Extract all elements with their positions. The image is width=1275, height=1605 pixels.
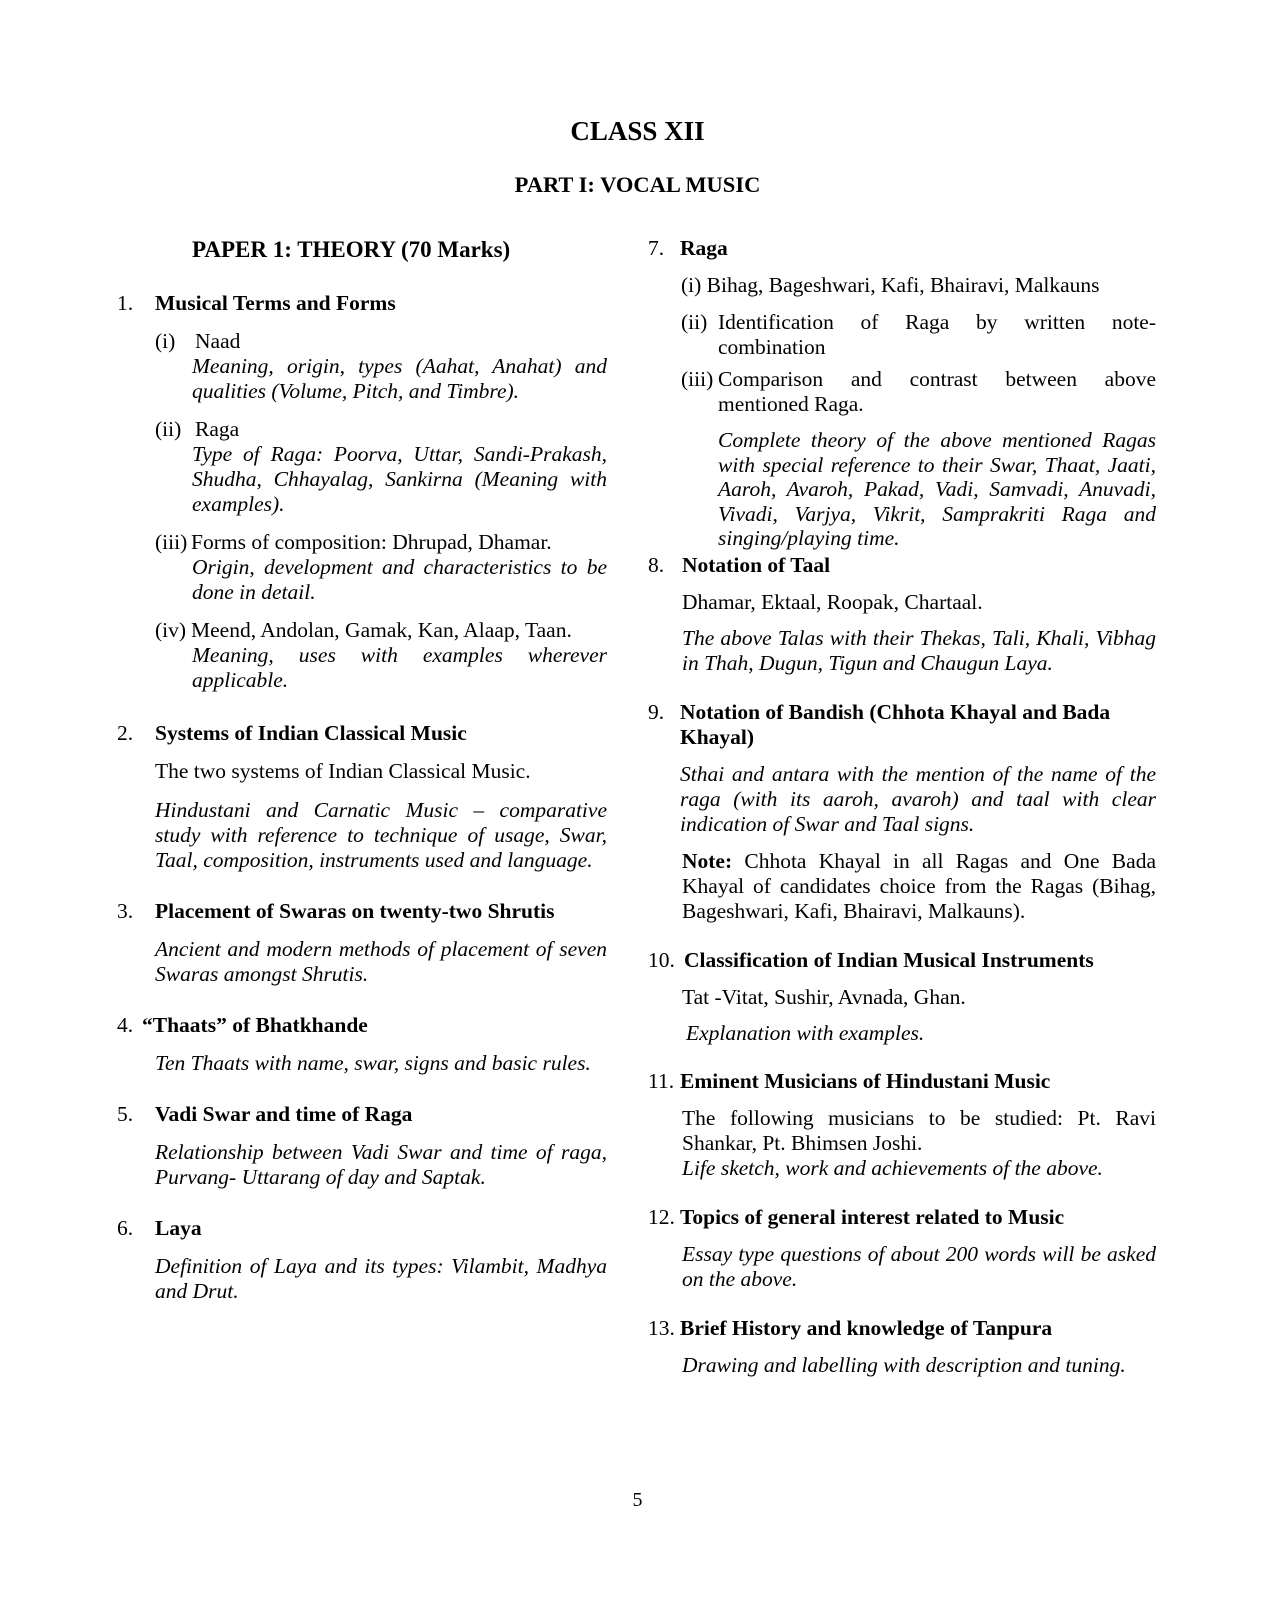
section-title: Placement of Swaras on twenty-two Shrutis bbox=[155, 899, 555, 923]
section-description: Drawing and labelling with description and tuning. bbox=[682, 1352, 1126, 1377]
section-description: Explanation with examples. bbox=[686, 1020, 925, 1045]
section-description: Definition of Laya and its types: Vilambit, Madhya and Drut. bbox=[155, 1254, 607, 1303]
section-title: Musical Terms and Forms bbox=[155, 291, 396, 315]
part-title: PART I: VOCAL MUSIC bbox=[514, 172, 761, 197]
section-number: 7. bbox=[648, 236, 665, 260]
section-number: 4. bbox=[117, 1013, 134, 1037]
note-label: Note: bbox=[682, 848, 733, 873]
section-title: Notation of Taal bbox=[682, 552, 831, 577]
section-title: Vadi Swar and time of Raga bbox=[155, 1102, 413, 1126]
section-number: 9. bbox=[648, 699, 665, 724]
subitem-number: (ii) bbox=[681, 310, 708, 334]
left-column bbox=[117, 236, 607, 1304]
section-description: Ancient and modern methods of placement of seven Swaras amongst Shrutis. bbox=[155, 937, 607, 986]
section-title: Eminent Musicians of Hindustani Music bbox=[680, 1068, 1051, 1093]
subitem-label: Meend, Andolan, Gamak, Kan, Alaap, Taan. bbox=[191, 618, 572, 642]
section-title: Topics of general interest related to Music bbox=[680, 1204, 1065, 1229]
section-note bbox=[682, 849, 1156, 924]
section-1 bbox=[117, 291, 607, 693]
subitem-label: Raga bbox=[195, 417, 240, 441]
section-13 bbox=[648, 1316, 1156, 1378]
subitem-number: (ii) bbox=[155, 417, 182, 441]
section-description: Ten Thaats with name, swar, signs and basic rules. bbox=[155, 1051, 591, 1075]
section-number: 12. bbox=[648, 1204, 675, 1229]
section-3 bbox=[117, 899, 607, 987]
subitem-naad bbox=[155, 329, 607, 354]
section-number: 13. bbox=[648, 1315, 675, 1340]
right-column bbox=[648, 236, 1156, 1378]
section-9 bbox=[648, 700, 1156, 924]
section-text: The following musicians to be studied: Pt. Ravi Shankar, Pt. Bhimsen Joshi. bbox=[682, 1105, 1156, 1155]
section-number: 2. bbox=[117, 721, 134, 745]
section-description: Complete theory of the above mentioned Ragas with special reference to their Swar, Thaat, Jaati, Aaroh, Avaroh, Pakad, Vadi, Samvadi, Anuvadi, Vivadi, Varjya, Vikrit, Samprakriti Raga and singing/playing time. bbox=[718, 428, 1156, 550]
subitem-label: Forms of composition: Dhrupad, Dhamar. bbox=[191, 530, 552, 554]
section-4 bbox=[117, 1013, 607, 1076]
section-description: Relationship between Vadi Swar and time of raga, Purvang- Uttarang of day and Saptak. bbox=[155, 1140, 607, 1189]
subitem-label: Naad bbox=[195, 329, 241, 353]
section-2 bbox=[117, 721, 607, 873]
section-title: Raga bbox=[680, 236, 728, 260]
section-5 bbox=[117, 1102, 607, 1190]
section-6 bbox=[117, 1216, 607, 1304]
subitem-number: (iii) bbox=[681, 367, 714, 391]
subitem-description: Origin, development and characteristics to be done in detail. bbox=[192, 555, 607, 604]
section-title: Classification of Indian Musical Instruments bbox=[684, 947, 1094, 972]
subitem-forms bbox=[155, 530, 607, 555]
section-7 bbox=[648, 236, 1156, 551]
section-number: 5. bbox=[117, 1102, 134, 1126]
subitem-label: Comparison and contrast between above mentioned Raga. bbox=[718, 367, 1156, 416]
section-10 bbox=[648, 948, 1156, 1046]
subitem-ragas-list: (i) Bihag, Bageshwari, Kafi, Bhairavi, Malkauns bbox=[681, 273, 1100, 297]
section-number: 10. bbox=[648, 947, 675, 972]
subitem-description: Meaning, uses with examples wherever applicable. bbox=[192, 643, 607, 692]
subitem-label: Identification of Raga by written note-combination bbox=[718, 310, 1156, 359]
section-number: 1. bbox=[117, 291, 134, 315]
subitem-number: (i) bbox=[155, 329, 176, 353]
section-text: Tat -Vitat, Sushir, Avnada, Ghan. bbox=[682, 984, 966, 1009]
note-text: Chhota Khayal in all Ragas and One Bada Khayal of candidates choice from the Ragas (Bihag, Bageshwari, Kafi, Bhairavi, Malkauns). bbox=[682, 848, 1156, 923]
section-title: Laya bbox=[155, 1216, 202, 1240]
page-number: 5 bbox=[632, 1489, 643, 1511]
subitem-description: Type of Raga: Poorva, Uttar, Sandi-Prakash, Shudha, Chhayalag, Sankirna (Meaning with examples). bbox=[192, 442, 607, 516]
section-text: The two systems of Indian Classical Music. bbox=[155, 759, 531, 783]
section-12 bbox=[648, 1205, 1156, 1292]
section-title: Systems of Indian Classical Music bbox=[155, 721, 467, 745]
subitem-identification bbox=[681, 310, 1156, 360]
subitem-number: (iii) bbox=[155, 530, 188, 554]
paper-title: PAPER 1: THEORY (70 Marks) bbox=[192, 237, 511, 262]
subitem-description: Meaning, origin, types (Aahat, Anahat) and qualities (Volume, Pitch, and Timbre). bbox=[192, 354, 607, 403]
section-title: Notation of Bandish (Chhota Khayal and Bada Khayal) bbox=[680, 699, 1111, 749]
section-number: 3. bbox=[117, 899, 134, 923]
subitem-meend bbox=[155, 618, 607, 643]
subitem-number: (iv) bbox=[155, 618, 187, 642]
section-number: 8. bbox=[648, 552, 665, 577]
section-description: Life sketch, work and achievements of the above. bbox=[682, 1155, 1103, 1180]
section-11 bbox=[648, 1069, 1156, 1181]
section-number: 11. bbox=[648, 1068, 675, 1093]
section-8 bbox=[648, 553, 1156, 676]
class-title: CLASS XII bbox=[570, 116, 705, 146]
subitem-comparison bbox=[681, 367, 1156, 417]
section-text: Dhamar, Ektaal, Roopak, Chartaal. bbox=[682, 589, 983, 614]
section-description: Sthai and antara with the mention of the name of the raga (with its aaroh, avaroh) and taal with clear indication of Swar and Taal signs. bbox=[680, 761, 1156, 836]
section-title: Brief History and knowledge of Tanpura bbox=[680, 1315, 1053, 1340]
section-description: Hindustani and Carnatic Music – comparative study with reference to technique of usage, Swar, Taal, composition, instruments used and language. bbox=[155, 798, 607, 872]
section-description: The above Talas with their Thekas, Tali, Khali, Vibhag in Thah, Dugun, Tigun and Chaugun Laya. bbox=[682, 625, 1156, 675]
subitem-raga bbox=[155, 417, 607, 442]
section-title: “Thaats” of Bhatkhande bbox=[142, 1013, 368, 1037]
section-number: 6. bbox=[117, 1216, 134, 1240]
section-description: Essay type questions of about 200 words will be asked on the above. bbox=[682, 1241, 1156, 1291]
